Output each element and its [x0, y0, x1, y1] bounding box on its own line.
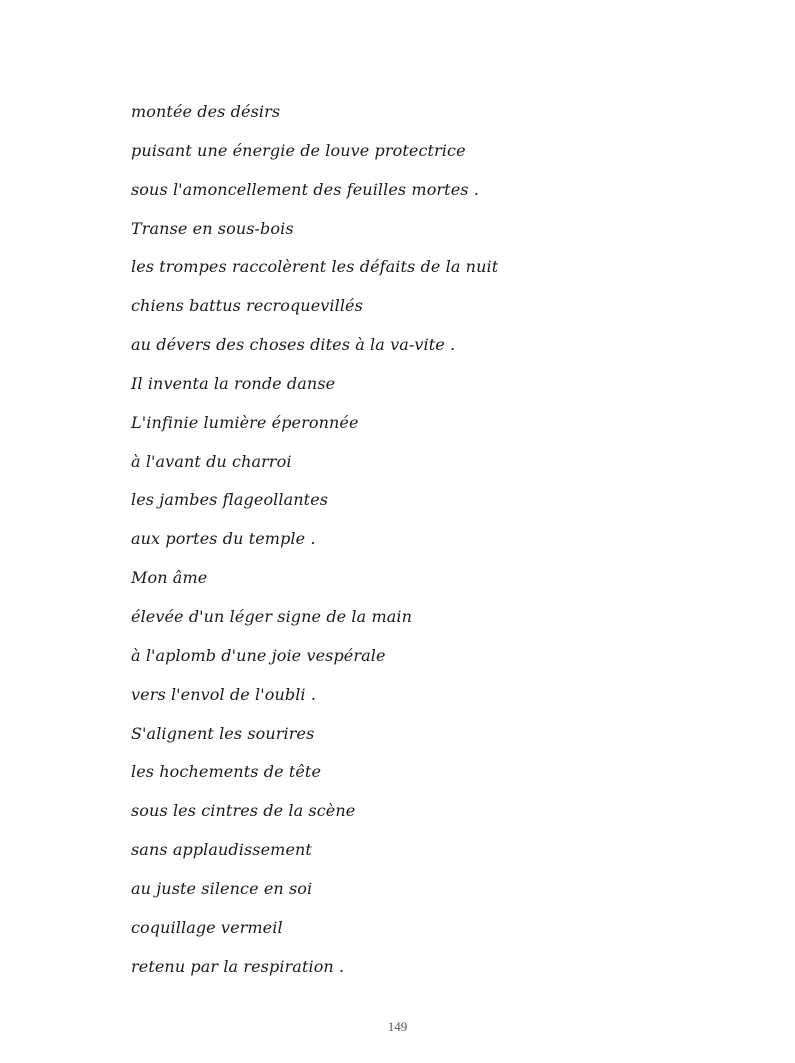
poem-line: Transe en sous-bois: [131, 218, 294, 238]
poem-line: les trompes raccolèrent les défaits de la nuit: [131, 257, 499, 277]
poem-line: les jambes flageollantes: [131, 490, 329, 510]
poem-line: coquillage vermeil: [131, 917, 283, 937]
page-number: 149: [387, 1019, 408, 1034]
poem-line: Il inventa la ronde danse: [131, 373, 336, 393]
poem-text: [131, 101, 498, 994]
poem-line: sans applaudissement: [131, 840, 312, 860]
poem-line: élevée d'un léger signe de la main: [131, 606, 412, 626]
poem-line: chiens battus recroquevillés: [131, 296, 363, 316]
poem-line: sous les cintres de la scène: [131, 801, 356, 821]
poem-line: vers l'envol de l'oubli .: [131, 684, 317, 704]
poem-line: S'alignent les sourires: [131, 723, 315, 743]
poem-line: Mon âme: [131, 568, 208, 588]
poem-line: au dévers des choses dites à la va-vite .: [131, 335, 456, 355]
poem-line: au juste silence en soi: [131, 878, 313, 898]
poem-line: à l'aplomb d'une joie vespérale: [131, 645, 386, 665]
poem-line: puisant une énergie de louve protectrice: [131, 140, 466, 160]
poem-line: à l'avant du charroi: [131, 451, 292, 471]
poem-line: L'infinie lumière éperonnée: [131, 412, 359, 432]
poem-line: sous l'amoncellement des feuilles mortes .: [131, 179, 479, 199]
poem-line: retenu par la respiration .: [131, 956, 345, 976]
poem-line: montée des désirs: [131, 102, 281, 121]
poem-line: les hochements de tête: [131, 762, 322, 782]
poem-line: aux portes du temple .: [131, 529, 316, 549]
